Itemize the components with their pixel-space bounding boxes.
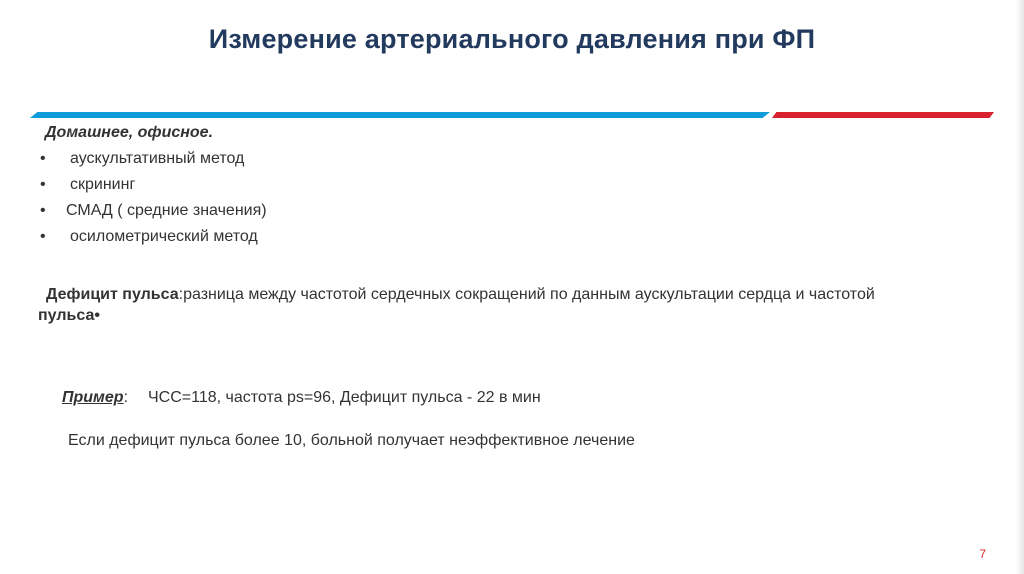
list-item-text: скрининг xyxy=(70,176,136,193)
example-text: ЧСС=118, частота ps=96, Дефицит пульса - 22 в мин xyxy=(148,389,541,406)
deficit-colon: : xyxy=(178,286,184,303)
bullet-marker: • xyxy=(40,176,46,193)
deficit-end-marker: • xyxy=(94,307,100,324)
header-stripe-red xyxy=(772,112,994,118)
header-stripe-blue xyxy=(30,112,770,118)
bullet-marker: • xyxy=(40,150,46,167)
treatment-note: Если дефицит пульса более 10, больной получает неэффективное лечение xyxy=(68,432,635,449)
list-item-text: осилометрический метод xyxy=(70,228,258,245)
example-colon: : xyxy=(123,389,129,406)
deficit-term-end: пульса xyxy=(38,307,95,324)
deficit-definition-text: разница между частотой сердечных сокращений по данным аускультации сердца и частотой xyxy=(183,286,875,303)
subheading: Домашнее, офисное. xyxy=(45,124,214,141)
list-item-text: аускультативный метод xyxy=(70,150,245,167)
slide-title: Измерение артериального давления при ФП xyxy=(208,24,816,54)
bullet-marker: • xyxy=(40,228,46,245)
list-item-text: СМАД ( средние значения) xyxy=(66,202,267,219)
pulse-deficit-definition xyxy=(38,284,938,326)
deficit-term: Дефицит пульса xyxy=(46,286,179,303)
example-line xyxy=(62,389,541,407)
slide-edge-shadow xyxy=(1016,0,1024,574)
bullet-marker: • xyxy=(40,202,46,219)
example-label: Пример xyxy=(62,389,124,406)
page-number: 7 xyxy=(979,547,986,561)
